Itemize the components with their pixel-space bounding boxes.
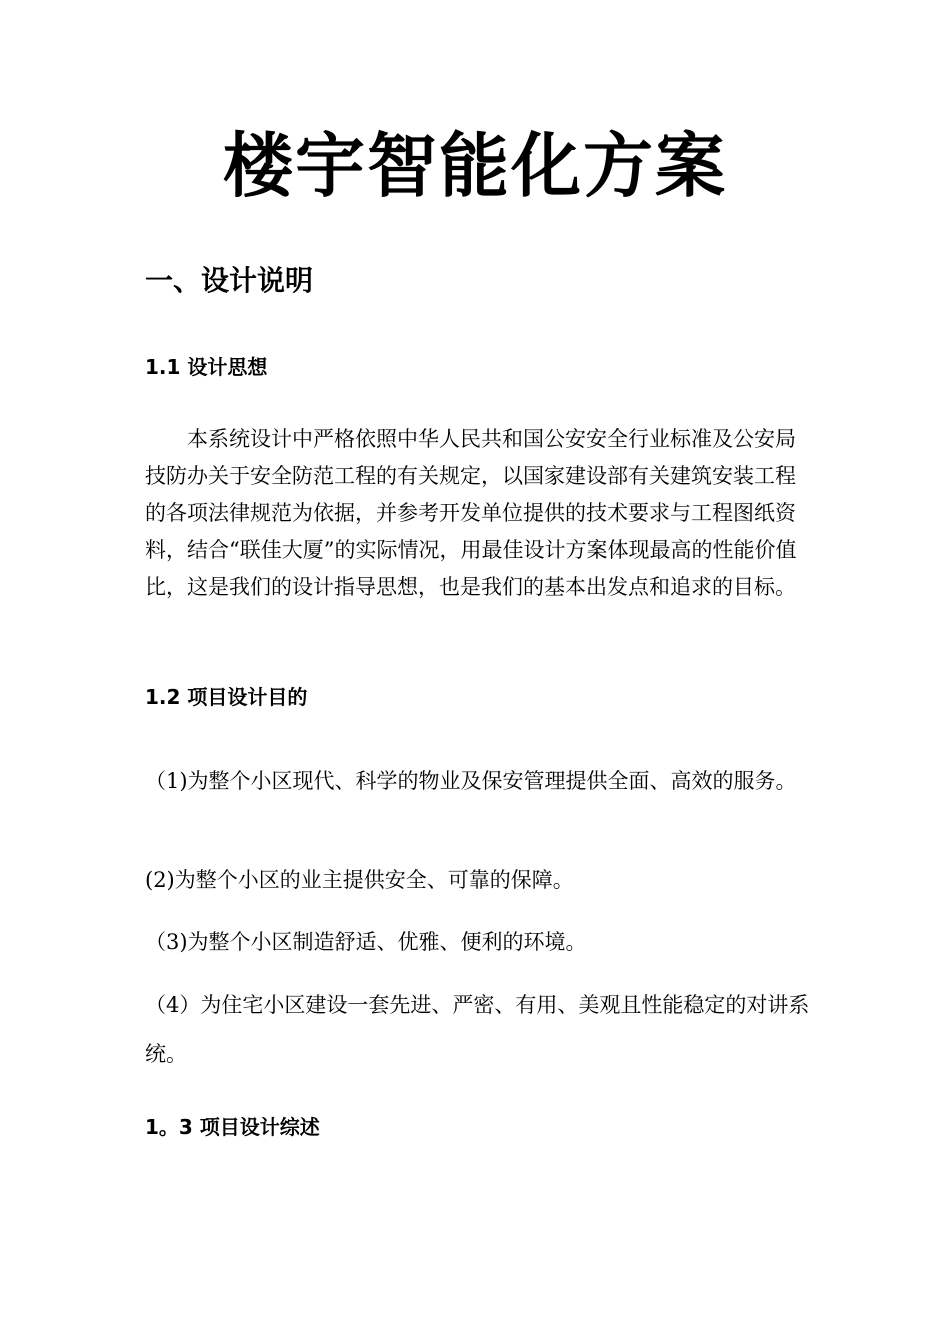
purpose-item-2: (2)为整个小区的业主提供安全、可靠的保障。 (145, 868, 574, 892)
subsection-heading-design-overview: 1。3 项目设计综述 (145, 1115, 320, 1139)
purpose-item-3: （3)为整个小区制造舒适、优雅、便利的环境。 (145, 930, 587, 954)
design-idea-paragraph: 本系统设计中严格依照中华人民共和国公安安全行业标准及公安局技防办关于安全防范工程的有关规定，以国家建设部有关建筑安装工程的各项法律规范为依据，并参考开发单位提供的技术要求与工程图纸资料，结合“联佳大厦”的实际情况，用最佳设计方案体现最高的性能价值比，这是我们的设计指导思想，也是我们的基本出发点和追求的目标。 (145, 427, 797, 599)
purpose-item-1: （1)为整个小区现代、科学的物业及保安管理提供全面、高效的服务。 (145, 769, 797, 793)
section-heading-design-description: 一、设计说明 (145, 264, 314, 297)
subsection-heading-design-idea: 1.1 设计思想 (145, 355, 268, 379)
subsection-heading-design-purpose: 1.2 项目设计目的 (145, 685, 308, 709)
purpose-item-4: （4）为住宅小区建设一套先进、严密、有用、美观且性能稳定的对讲系统。 (145, 993, 810, 1066)
document-title: 楼宇智能化方案 (223, 125, 727, 207)
